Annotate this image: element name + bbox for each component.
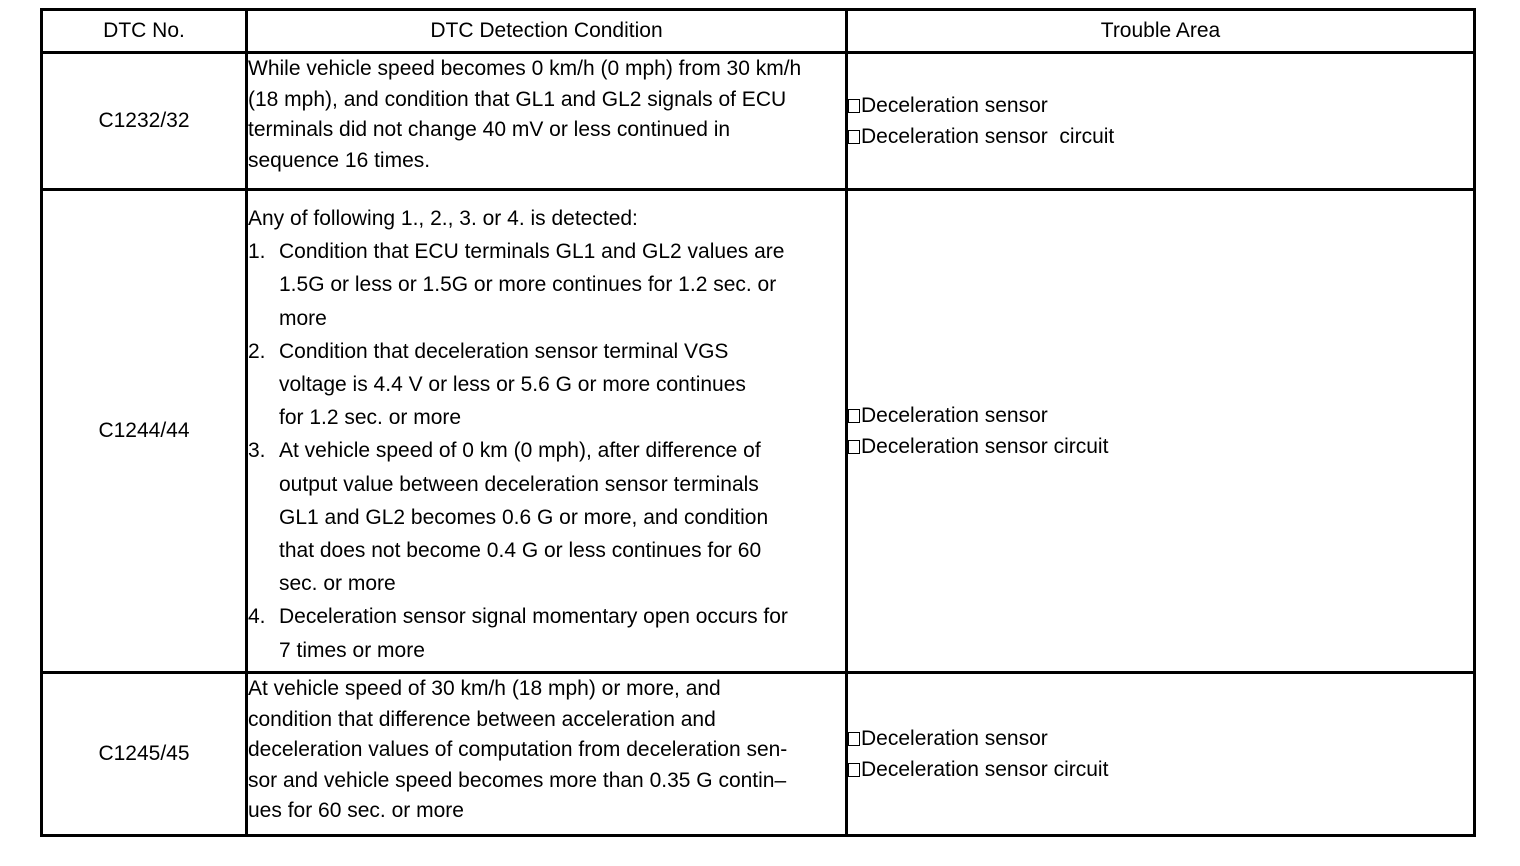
- header-dtc-no: DTC No.: [42, 10, 247, 53]
- detection-condition: [247, 53, 847, 190]
- list-item: 2. Condition that deceleration sensor terminal VGS voltage is 4.4 V or less or 5.6 G or more continues for 1.2 sec. or more: [248, 335, 845, 435]
- trouble-area-item: Deceleration sensor circuit: [848, 431, 1473, 462]
- trouble-area: [847, 190, 1475, 673]
- condition-line: sequence 16 times.: [248, 148, 431, 172]
- condition-list: [248, 235, 845, 667]
- trouble-area-item: Deceleration sensor: [848, 400, 1473, 431]
- list-number: 4.: [248, 605, 266, 629]
- list-number: 1.: [248, 240, 266, 264]
- condition-line: (18 mph), and condition that GL1 and GL2 signals of ECU: [248, 87, 787, 111]
- condition-line: sor and vehicle speed becomes more than 0.35 G contin–: [248, 768, 787, 792]
- list-item: 1. Condition that ECU terminals GL1 and GL2 values are 1.5G or less or 1.5G or more continues for 1.2 sec. or more: [248, 235, 845, 335]
- dtc-code: C1245/45: [42, 673, 247, 836]
- condition-line: ues for 60 sec. or more: [248, 799, 464, 822]
- trouble-area-item: Deceleration sensor circuit: [848, 754, 1473, 785]
- trouble-area: [847, 53, 1475, 190]
- table-header-row: [42, 10, 1475, 53]
- list-number: 2.: [248, 339, 266, 363]
- table-row: [42, 673, 1475, 836]
- header-condition: DTC Detection Condition: [247, 10, 847, 53]
- checkbox-icon: [848, 409, 860, 423]
- list-item: 3. At vehicle speed of 0 km (0 mph), after difference of output value between deceleration sensor terminals GL1 and GL2 becomes 0.6 G or more, and condition that does not become 0.4 G or less continues for 60 sec. or more: [248, 434, 845, 600]
- trouble-area-item: Deceleration sensor: [848, 90, 1473, 121]
- trouble-area-item: Deceleration sensor: [848, 723, 1473, 754]
- table-row: [42, 53, 1475, 190]
- condition-intro: Any of following 1., 2., 3. or 4. is detected:: [248, 207, 638, 230]
- trouble-area-item: Deceleration sensor circuit: [848, 121, 1473, 152]
- checkbox-icon: [848, 440, 860, 454]
- header-trouble-area: Trouble Area: [847, 10, 1475, 53]
- dtc-code: C1244/44: [42, 190, 247, 673]
- checkbox-icon: [848, 763, 860, 777]
- condition-line: deceleration values of computation from deceleration sen-: [248, 738, 788, 761]
- checkbox-icon: [848, 732, 860, 746]
- checkbox-icon: [848, 130, 860, 144]
- list-item: 4. Deceleration sensor signal momentary open occurs for 7 times or more: [248, 600, 845, 666]
- condition-line: At vehicle speed of 30 km/h (18 mph) or more, and: [248, 677, 721, 700]
- detection-condition: [247, 673, 847, 836]
- list-number: 3.: [248, 439, 266, 463]
- table-row: [42, 190, 1475, 673]
- condition-line: While vehicle speed becomes 0 km/h (0 mph) from 30 km/h: [248, 57, 802, 80]
- detection-condition: [247, 190, 847, 673]
- condition-line: terminals did not change 40 mV or less continued in: [248, 118, 731, 141]
- condition-line: condition that difference between acceleration and: [248, 707, 716, 731]
- dtc-code: C1232/32: [42, 53, 247, 190]
- trouble-area: [847, 673, 1475, 836]
- dtc-table: [40, 8, 1476, 837]
- checkbox-icon: [848, 99, 860, 113]
